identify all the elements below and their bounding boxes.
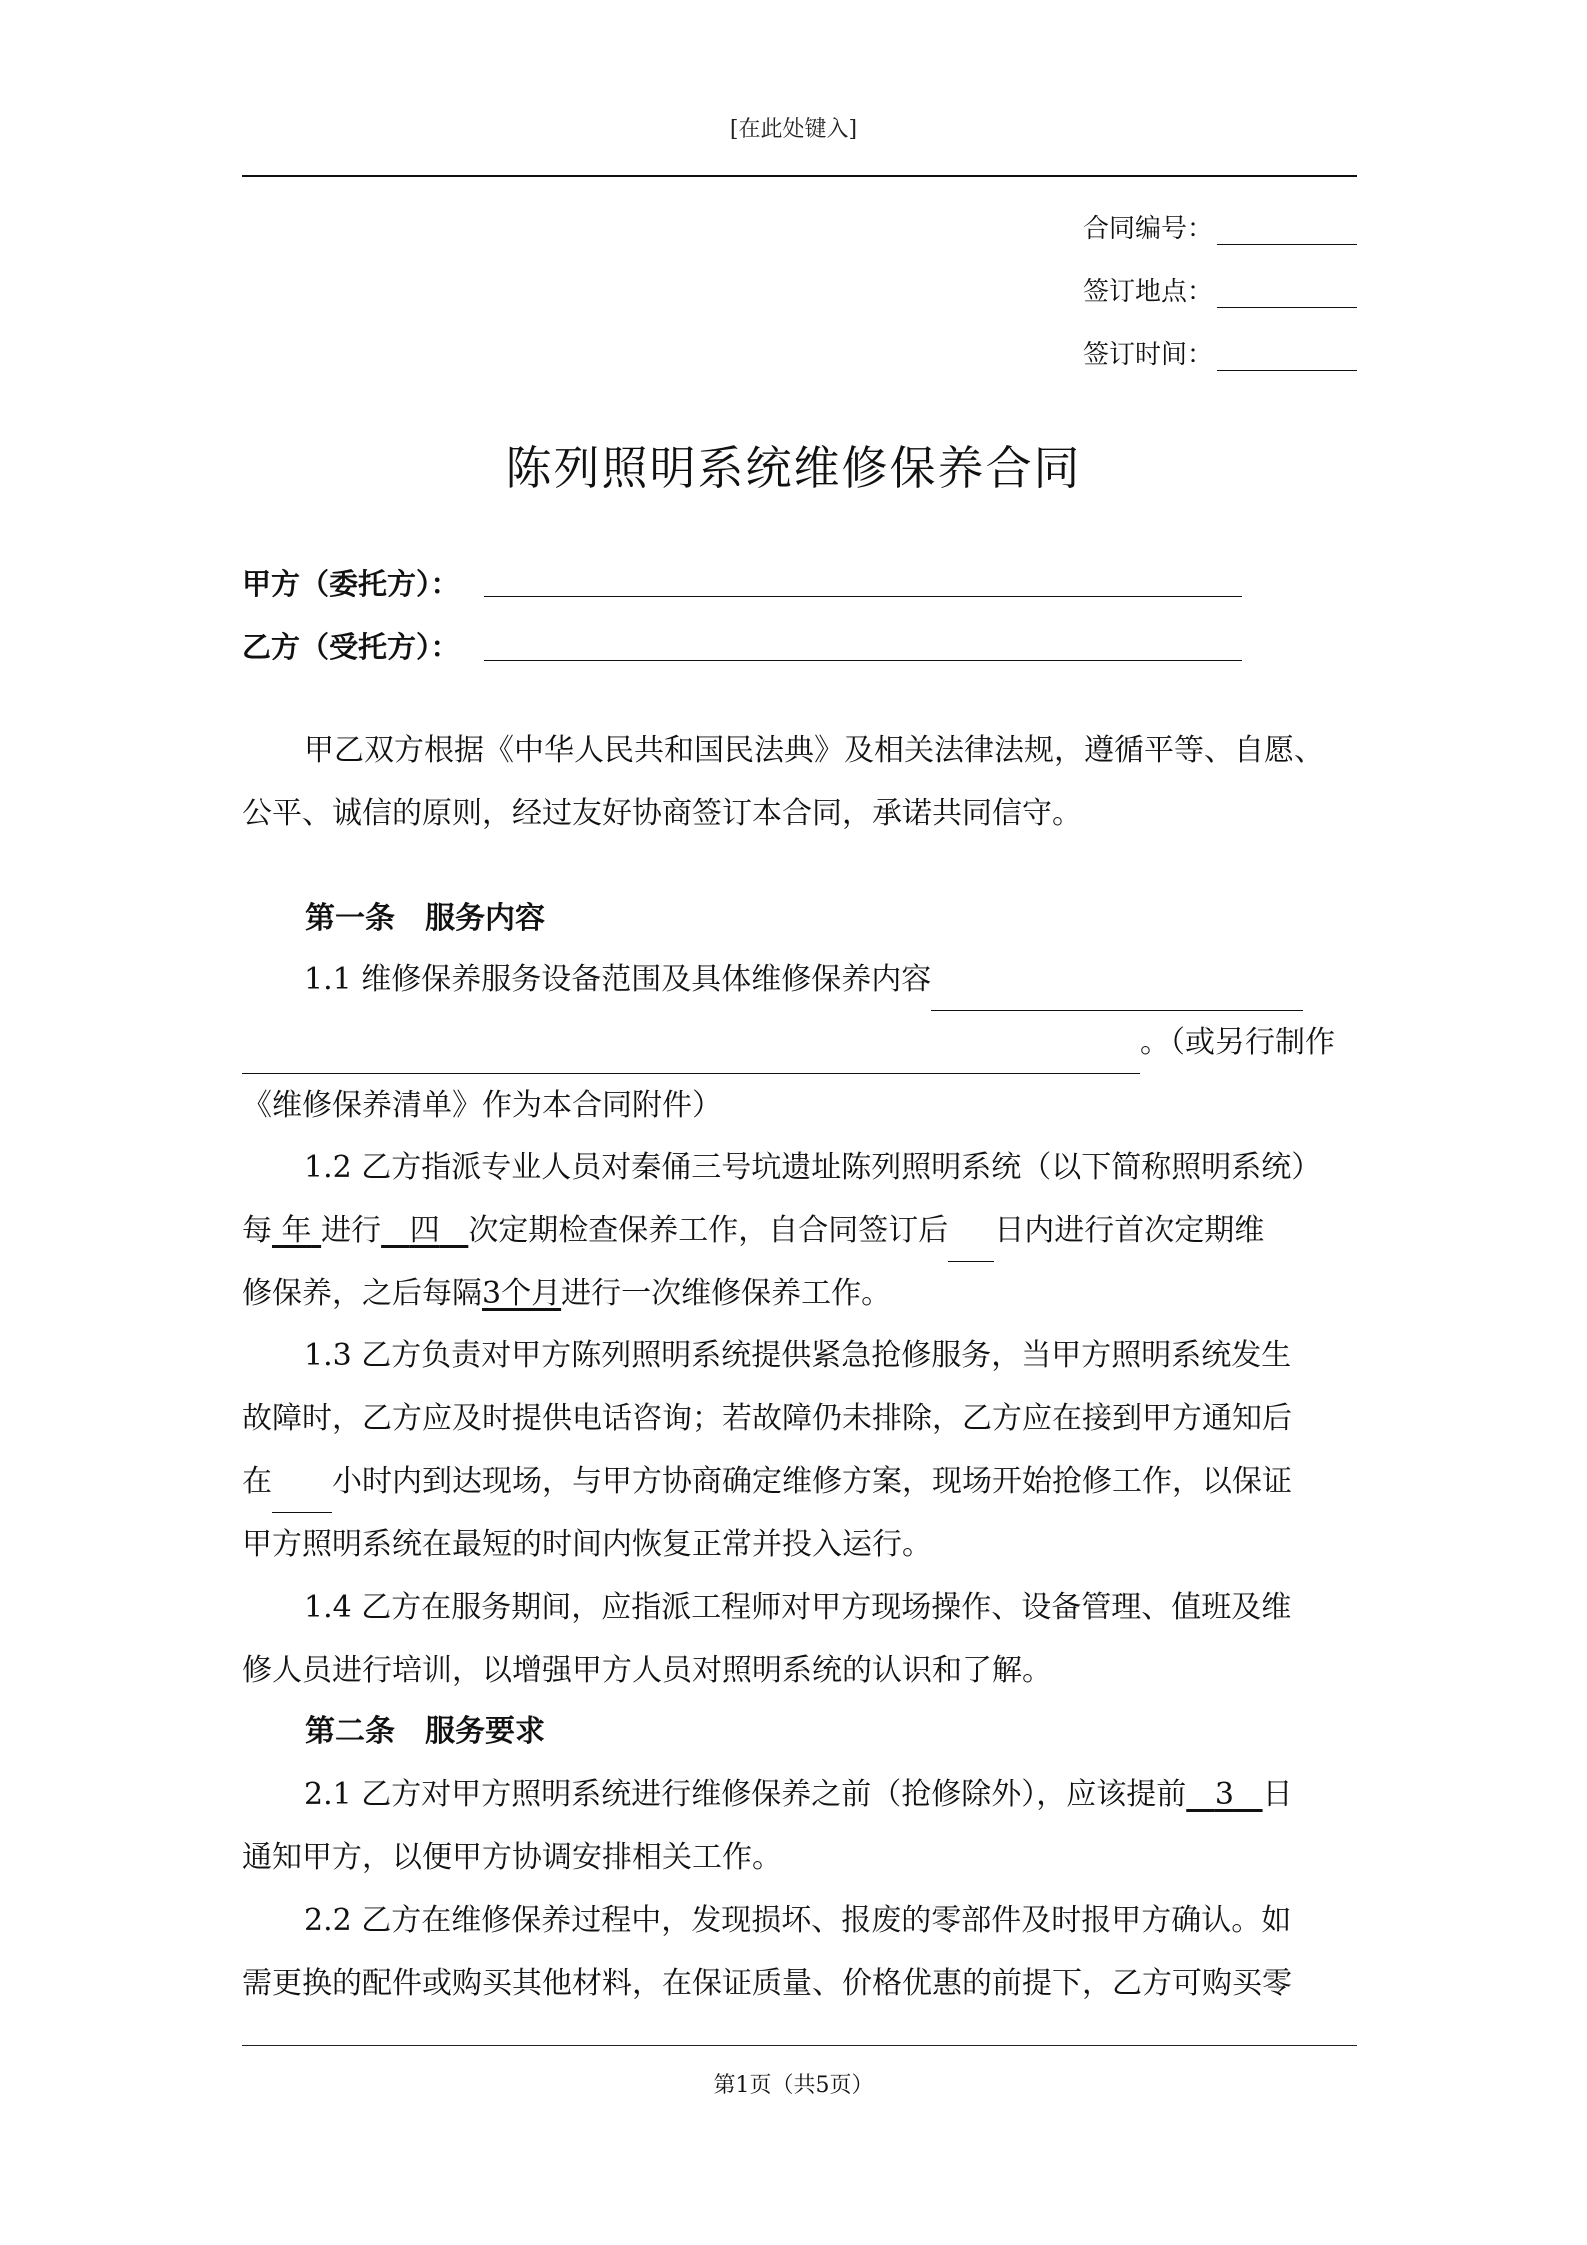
frequency-period-field[interactable] <box>272 1213 321 1248</box>
clause-1-1 <box>242 948 1357 1137</box>
clause-1-2-text-c: 次定期检查保养工作，自合同签订后 <box>468 1213 949 1248</box>
sign-time-label: 签订时间： <box>1082 340 1213 370</box>
frequency-period-value: 年 <box>281 1213 312 1248</box>
clause-2-2 <box>242 1889 1357 2015</box>
clause-1-4-line-1: 1.4 乙方在服务期间，应指派工程师对甲方现场操作、设备管理、值班及维 <box>304 1590 1292 1625</box>
clause-1-2-line-1: 1.2 乙方指派专业人员对秦俑三号坑遗址陈列照明系统（以下简称照明系统） <box>304 1150 1322 1185</box>
interval-field[interactable]: 3个月 <box>482 1276 562 1311</box>
header-rule <box>242 175 1357 177</box>
party-a-label: 甲方（委托方）： <box>242 567 460 601</box>
sign-place-field[interactable] <box>1217 281 1357 308</box>
intro-line-2: 公平、诚信的原则，经过友好协商签订本合同，承诺共同信守。 <box>242 796 1082 831</box>
clause-1-3 <box>242 1324 1357 1576</box>
article-1-heading: 第一条 服务内容 <box>305 901 545 936</box>
contract-number-label: 合同编号： <box>1082 214 1213 244</box>
clause-1-4-line-2: 修人员进行培训，以增强甲方人员对照明系统的认识和了解。 <box>242 1653 1052 1688</box>
sign-time-field[interactable] <box>1217 344 1357 371</box>
clause-1-1-text: 1.1 维修保养服务设备范围及具体维修保养内容 <box>304 962 932 997</box>
clause-2-1 <box>242 1763 1357 1889</box>
clause-2-1-text-a: 2.1 乙方对甲方照明系统进行维修保养之前（抢修除外），应该提前 <box>304 1777 1187 1812</box>
header-placeholder[interactable]: [在此处键入] <box>729 117 858 142</box>
contract-number-row <box>1083 208 1357 245</box>
intro-line-1: 甲乙双方根据《中华人民共和国民法典》及相关法律法规，遵循平等、自愿、 <box>304 733 1324 768</box>
clause-2-2-line-1: 2.2 乙方在维修保养过程中，发现损坏、报废的零部件及时报甲方确认。如 <box>304 1903 1292 1938</box>
advance-notice-days-value: 3 <box>1214 1777 1234 1812</box>
clause-1-2-text-a: 每 <box>242 1213 272 1248</box>
sign-place-label: 签订地点： <box>1082 277 1213 307</box>
clause-1-1-tail: 。（或另行制作 <box>1140 1025 1335 1060</box>
advance-notice-days-field[interactable] <box>1186 1777 1262 1812</box>
sign-place-row <box>1083 271 1357 308</box>
first-inspection-days-field[interactable] <box>948 1231 994 1262</box>
clause-1-3-line-4: 甲方照明系统在最短的时间内恢复正常并投入运行。 <box>242 1527 932 1562</box>
clause-1-2-text-f: 进行一次维修保养工作。 <box>561 1276 892 1311</box>
clause-1-4 <box>242 1576 1357 1702</box>
document-title: 陈列照明系统维修保养合同 <box>505 441 1082 495</box>
footer-rule <box>242 2045 1357 2046</box>
clause-2-1-text-b: 日 <box>1262 1777 1293 1812</box>
clause-1-3-line-2: 故障时，乙方应及时提供电话咨询；若故障仍未排除，乙方应在接到甲方通知后 <box>242 1401 1292 1436</box>
clause-1-1-line-3: 《维修保养清单》作为本合同附件） <box>242 1088 722 1123</box>
clause-2-2-line-2: 需更换的配件或购买其他材料，在保证质量、价格优惠的前提下，乙方可购买零 <box>242 1966 1292 2001</box>
clause-1-3-text-b: 小时内到达现场，与甲方协商确定维修方案，现场开始抢修工作，以保证 <box>332 1464 1292 1499</box>
contract-number-field[interactable] <box>1217 218 1357 245</box>
article-2-heading: 第二条 服务要求 <box>305 1714 545 1749</box>
clause-1-2 <box>242 1136 1357 1325</box>
clause-1-3-line-1: 1.3 乙方负责对甲方陈列照明系统提供紧急抢修服务，当甲方照明系统发生 <box>304 1338 1292 1373</box>
clause-1-2-text-d: 日内进行首次定期维 <box>994 1213 1265 1248</box>
party-b-field[interactable] <box>484 660 1242 661</box>
clause-1-2-text-e: 修保养，之后每隔 <box>242 1276 482 1311</box>
sign-time-row <box>1083 334 1357 371</box>
clause-1-2-text-b: 进行 <box>321 1213 382 1248</box>
party-b-label: 乙方（受托方）： <box>242 630 460 664</box>
intro-paragraph <box>242 719 1357 845</box>
service-scope-field[interactable] <box>931 980 1303 1011</box>
clause-1-3-text-a: 在 <box>242 1464 272 1499</box>
frequency-count-field[interactable] <box>381 1213 468 1248</box>
service-scope-field-cont[interactable] <box>242 1043 1140 1074</box>
frequency-count-value: 四 <box>409 1213 440 1248</box>
clause-2-1-line-2: 通知甲方，以便甲方协调安排相关工作。 <box>242 1840 782 1875</box>
page-number: 第1页（共5页） <box>713 2073 874 2098</box>
arrival-hours-field[interactable] <box>272 1482 332 1513</box>
party-a-field[interactable] <box>484 596 1242 597</box>
